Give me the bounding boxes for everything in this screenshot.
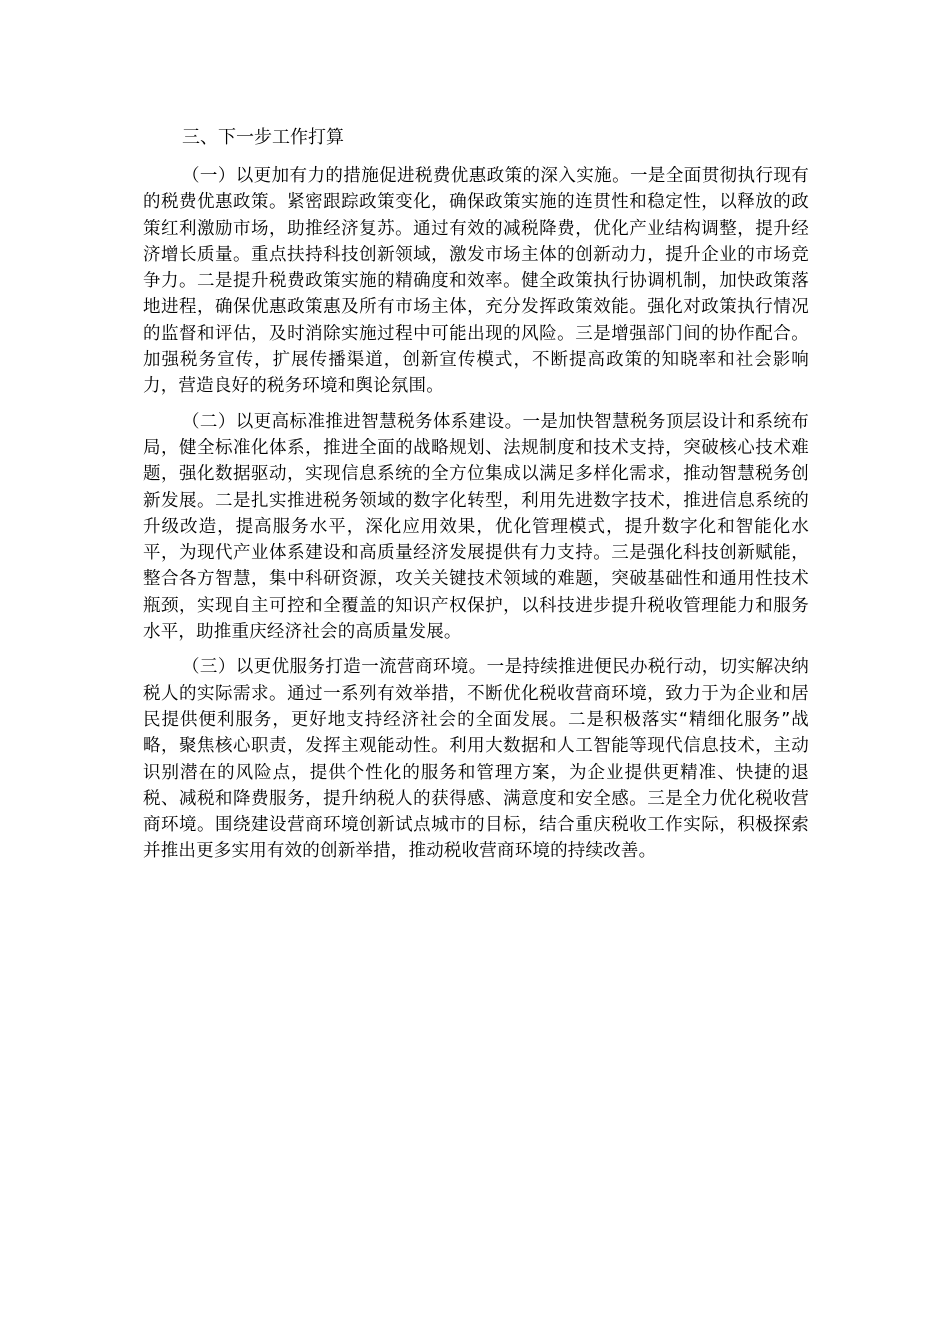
document-page	[143, 121, 809, 874]
paragraph-smart-tax-system: （二）以更高标准推进智慧税务体系建设。一是加快智慧税务顶层设计和系统布局，健全标准化体系，推进全面的战略规划、法规制度和技术支持，突破核心技术难题，强化数据驱动，实现信息系统的全方位集成以满足多样化需求，推动智慧税务创新发展。二是扎实推进税务领域的数字化转型，利用先进数字技术，推进信息系统的升级改造，提高服务水平，深化应用效果，优化管理模式，提升数字化和智能化水平，为现代产业体系建设和高质量经济发展提供有力支持。三是强化科技创新赋能，整合各方智慧，集中科研资源，攻关关键技术领域的难题，突破基础性和通用性技术瓶颈，实现自主可控和全覆盖的知识产权保护，以科技进步提升税收管理能力和服务水平，助推重庆经济社会的高质量发展。	[143, 411, 809, 643]
section-heading: 三、下一步工作打算	[182, 127, 344, 148]
paragraph-policy-implementation: （一）以更加有力的措施促进税费优惠政策的深入实施。一是全面贯彻执行现有的税费优惠政策。紧密跟踪政策变化，确保政策实施的连贯性和稳定性，以释放的政策红利激励市场，助推经济复苏。通过有效的减税降费，优化产业结构调整，提升经济增长质量。重点扶持科技创新领域，激发市场主体的创新动力，提升企业的市场竞争力。二是提升税费政策实施的精确度和效率。健全政策执行协调机制，加快政策落地进程，确保优惠政策惠及所有市场主体，充分发挥政策效能。强化对政策执行情况的监督和评估，及时消除实施过程中可能出现的风险。三是增强部门间的协作配合。加强税务宣传，扩展传播渠道，创新宣传模式，不断提高政策的知晓率和社会影响力，营造良好的税务环境和舆论氛围。	[143, 166, 809, 397]
paragraph-business-environment: （三）以更优服务打造一流营商环境。一是持续推进便民办税行动，切实解决纳税人的实际需求。通过一系列有效举措，不断优化税收营商环境，致力于为企业和居民提供便利服务，更好地支持经济社会的全面发展。二是积极落实“精细化服务”战略，聚焦核心职责，发挥主观能动性。利用大数据和人工智能等现代信息技术，主动识别潜在的风险点，提供个性化的服务和管理方案，为企业提供更精准、快捷的退税、减税和降费服务，提升纳税人的获得感、满意度和安全感。三是全力优化税收营商环境。围绕建设营商环境创新试点城市的目标，结合重庆税收工作实际，积极探索并推出更多实用有效的创新举措，推动税收营商环境的持续改善。	[143, 657, 809, 862]
